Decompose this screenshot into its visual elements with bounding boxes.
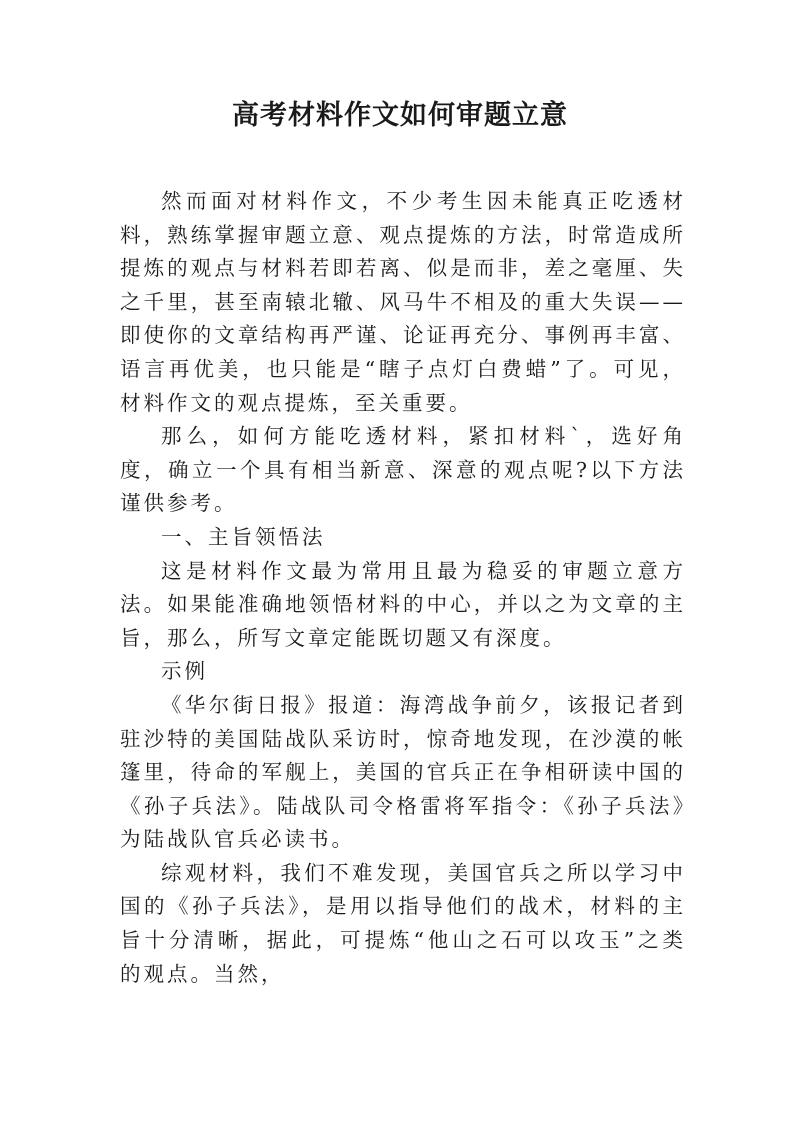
section-heading-method-1: 一、主旨领悟法	[161, 524, 326, 549]
paragraph-method-description: 这是材料作文最为常用且最为稳妥的审题立意方法。如果能准确地领悟材料的中心，并以之为文章的主旨，那么，所写文章定能既切题又有深度。	[120, 558, 686, 650]
paragraph-example-material: 《华尔街日报》报道：海湾战争前夕，该报记者到驻沙特的美国陆战队采访时，惊奇地发现，在沙漠的帐篷里，待命的军舰上，美国的官兵正在争相研读中国的《孙子兵法》。陆战队司令格雷将军指令：《孙子兵法》为陆战队官兵必读书。	[120, 692, 686, 852]
document-title: 高考材料作文如何审题立意	[232, 100, 568, 131]
paragraph-intro: 然而面对材料作文，不少考生因未能真正吃透材料，熟练掌握审题立意、观点提炼的方法，时常造成所提炼的观点与材料若即若离、似是而非，差之毫厘、失之千里，甚至南辕北辙、风马牛不相及的重大失误——即使你的文章结构再严谨、论证再充分、事例再丰富、语言再优美，也只能是“瞎子点灯白费蜡”了。可见，材料作文的观点提炼，至关重要。	[120, 189, 686, 415]
document-body	[120, 185, 686, 991]
paragraph-question: 那么，如何方能吃透材料，紧扣材料`，选好角度，确立一个具有相当新意、深意的观点呢?以下方法谨供参考。	[120, 424, 686, 516]
paragraph-example-analysis: 综观材料，我们不难发现，美国官兵之所以学习中国的《孙子兵法》，是用以指导他们的战术，材料的主旨十分清晰，据此，可提炼“他山之石可以攻玉”之类的观点。当然，	[120, 860, 686, 986]
example-label: 示例	[161, 659, 208, 684]
